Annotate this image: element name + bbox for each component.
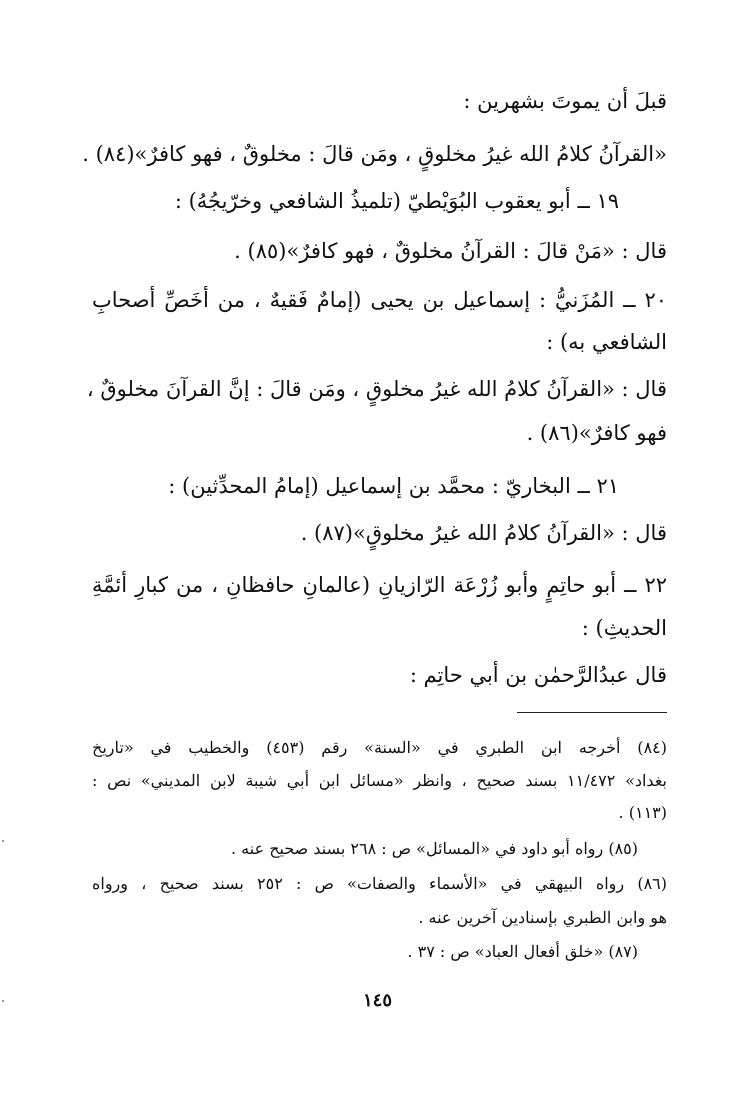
body-line-1: قبلَ أن يموتَ بشهرين : xyxy=(463,89,667,113)
body-line-6: الشافعي به) : xyxy=(546,330,667,354)
page-number: ١٤٥ xyxy=(362,990,392,1011)
body-line-12: الحديثِ) : xyxy=(581,616,667,640)
body-line-4: قال : «مَنْ قالَ : القرآنُ مخلوقٌ ، فهو كافرٌ»(٨٥) . xyxy=(234,239,667,263)
section-heading-21: ٢١ ــ البخاريّ : محمَّد بن إسماعيل (إمامُ المحدِّثين) : xyxy=(168,474,619,498)
scan-edge-mark xyxy=(2,1000,4,1002)
footnote-86-line-1: (٨٦) رواه البيهقي في «الأسماء والصفات» ص : ٢٥٢ بسند صحيح ، ورواه xyxy=(92,874,667,893)
body-line-7: قال : «القرآنُ كلامُ الله غيرُ مخلوقٍ ، ومَن قالَ : إنَّ القرآنَ مخلوقٌ ، xyxy=(86,377,667,401)
section-heading-20: ٢٠ ــ المُزَنيُّ : إسماعيل بن يحيى (إمامٌ فَقيهٌ ، من أخَصِّ أصحابِ xyxy=(92,288,667,312)
section-heading-22: ٢٢ ــ أبو حاتِمٍ وأبو زُرْعَة الرّازيانِ (عالمانِ حافظانِ ، من كبارِ أئمَّةِ xyxy=(92,573,667,597)
body-line-10: قال : «القرآنُ كلامُ الله غيرُ مخلوقٍ»(٨٧) . xyxy=(300,521,667,545)
footnote-87: (٨٧) «خلق أفعال العباد» ص : ٣٧ . xyxy=(407,942,638,961)
footnote-85: (٨٥) رواه أبو داود في «المسائل» ص : ٢٦٨ بسند صحيح عنه . xyxy=(230,839,638,858)
scan-edge-mark xyxy=(2,840,4,842)
body-line-2: «القرآنُ كلامُ الله غيرُ مخلوقٍ ، ومَن قالَ : مخلوقٌ ، فهو كافرٌ»(٨٤) . xyxy=(82,142,667,166)
body-line-8: فهو كافرٌ»(٨٦) . xyxy=(526,421,667,445)
footnote-86-line-2: هو وابن الطبري بإسنادين آخرين عنه . xyxy=(418,908,667,927)
footnote-84-line-2: بغداد» ١١/٤٧٢ بسند صحيح ، وانظر «مسائل ابن أبي شيبة لابن المديني» نص : xyxy=(92,771,668,790)
body-line-13: قال عبدُالرَّحمٰن بن أبي حاتِم : xyxy=(409,663,667,687)
footnote-84-line-1: (٨٤) أخرجه ابن الطبري في «السنة» رقم (٤٥٣) والخطيب في «تاريخ xyxy=(92,738,667,757)
footnote-separator xyxy=(517,712,667,713)
footnote-84-line-3: (١١٣) . xyxy=(618,803,667,822)
section-heading-19: ١٩ ــ أبو يعقوب البُوَيْطيّ (تلميذُ الشافعي وخرّيجُهُ) : xyxy=(174,189,619,213)
